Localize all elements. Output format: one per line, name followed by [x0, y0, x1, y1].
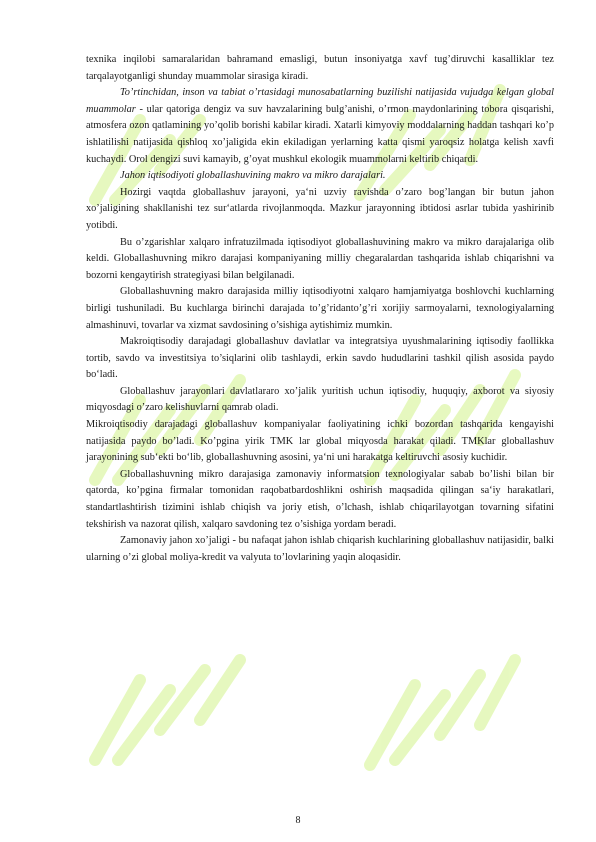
italic-lead: To’rtinchidan, inson va tabiat o’rtasidagi munosabatlarning buzilishi natijasida vujudga kelgan global muammolar	[86, 87, 554, 115]
paragraph: Globallashuv jarayonlari davlatlararo xo’jalik yuritish uchun iqtisodiy, huquqiy, axborot va siyosiy miqyosdagi o’zaro kelishuvlarni qamrab oladi.	[86, 385, 554, 414]
paragraph-text: - ular qatoriga dengiz va suv havzalarining bulg’anishi, o’rmon maydonlarining tobora qisqarishi, atmosfera ozon qatlamining yo’qolib borishi kabilar kiradi. Xatarli kimyoviy moddalarning haddan tashqari ko’p ishlatilishi natijasida qishloq xo’jaligida ekin ekiladigan yerlarning katta qismi yaroqsiz holatga kelish xavfi kuchaydi. Orol dengizi suvi kamayib, g’oyat mushkul ekologik muammolarni keltirib chiqardi.	[86, 103, 554, 165]
section-heading: Jahon iqtisodiyoti globallashuvining makro va mikro darajalari.	[120, 170, 386, 182]
paragraph: Bu o’zgarishlar xalqaro infratuzilmada iqtisodiyot globallashuvining makro va mikro darajalariga olib keldi. Globallashuvning mikro darajasi kompaniyaning milliy chegaralardan tashqarida ishlab chiqarishni va bozorni kengaytirish strategiyasi bilan belgilanadi.	[86, 236, 554, 281]
paragraph: Zamonaviy jahon xo’jaligi - bu nafaqat jahon ishlab chiqarish kuchlarining globallashuv natijasidir, balki ularning o’zi global moliya-kredit va valyuta to’lovlarining yaqin aloqasidir.	[86, 535, 554, 563]
page-number: 8	[295, 815, 301, 826]
watermark-mark	[95, 660, 240, 760]
paragraph: Hozirgi vaqtda globallashuv jarayoni, ya‘ni uzviy ravishda o’zaro bog’langan bir butun jahon xo’jaligining shakllanishi tez sur‘atlarda rivojlanmoqda. Mazkur jarayonning ibtidosi asrlar tubida yashirinib yotibdi.	[86, 186, 554, 231]
watermark-mark	[370, 660, 515, 765]
paragraph	[86, 85, 554, 168]
paragraph: Globallashuvning mikro darajasiga zamonaviy informatsion texnologiyalar sabab bo’lishi bilan bir qatorda, ko’pgina firmalar tomonidan raqobatbardoshlikni oshirish maqsadida qilingan sa‘iy harakatlari, standartlashtirish tizimini ishlab chiqish va joriy etish, o’lchash, ishlab chiqarilayotgan tovarning sifatini tekshirish va nazorat qilish, xalqaro savdoning tez o’sishiga yordam beradi.	[86, 468, 554, 530]
paragraph: Makroiqtisodiy darajadagi globallashuv davlatlar va integratsiya uyushmalarining iqtisodiy faollikka tortib, savdo va investitsiya to’siqlarini olib tashlaydi, erkin savdo hududlarini tashkil qilish asosida paydo bo‘ladi.	[86, 336, 554, 381]
paragraph: Globallashuvning makro darajasida milliy iqtisodiyotni xalqaro hamjamiyatga boshlovchi kuchlarning birligi tushuniladi. Bu kuchlarga birinchi darajada to’g’ridanto’g’ri xorijiy sarmoyalarni, texnologiyalarning almashinuvi, tovarlar va xizmat savdosining o’sishiga aytishimiz mumkin.	[86, 286, 554, 331]
paragraph: texnika inqilobi samaralaridan bahramand emasligi, butun insoniyatga xavf tug’diruvchi kasalliklar tez tarqalayotganligi shunday muammolar sirasiga kiradi.	[86, 54, 554, 82]
document-body	[86, 52, 554, 566]
paragraph: Mikroiqtisodiy darajadagi globallashuv kompaniyalar faoliyatining ichki bozordan tashqarida kengayishi natijasida paydo bo’ladi. Ko’pgina yirik TMK lar global miqyosda harakat qiladi. TMKlar globallashuv jarayonining sub‘ekti bo‘lib, globallashuvning asosini, ya‘ni uni harakatga keltiruvchi asosiy kuchidir.	[86, 419, 554, 464]
